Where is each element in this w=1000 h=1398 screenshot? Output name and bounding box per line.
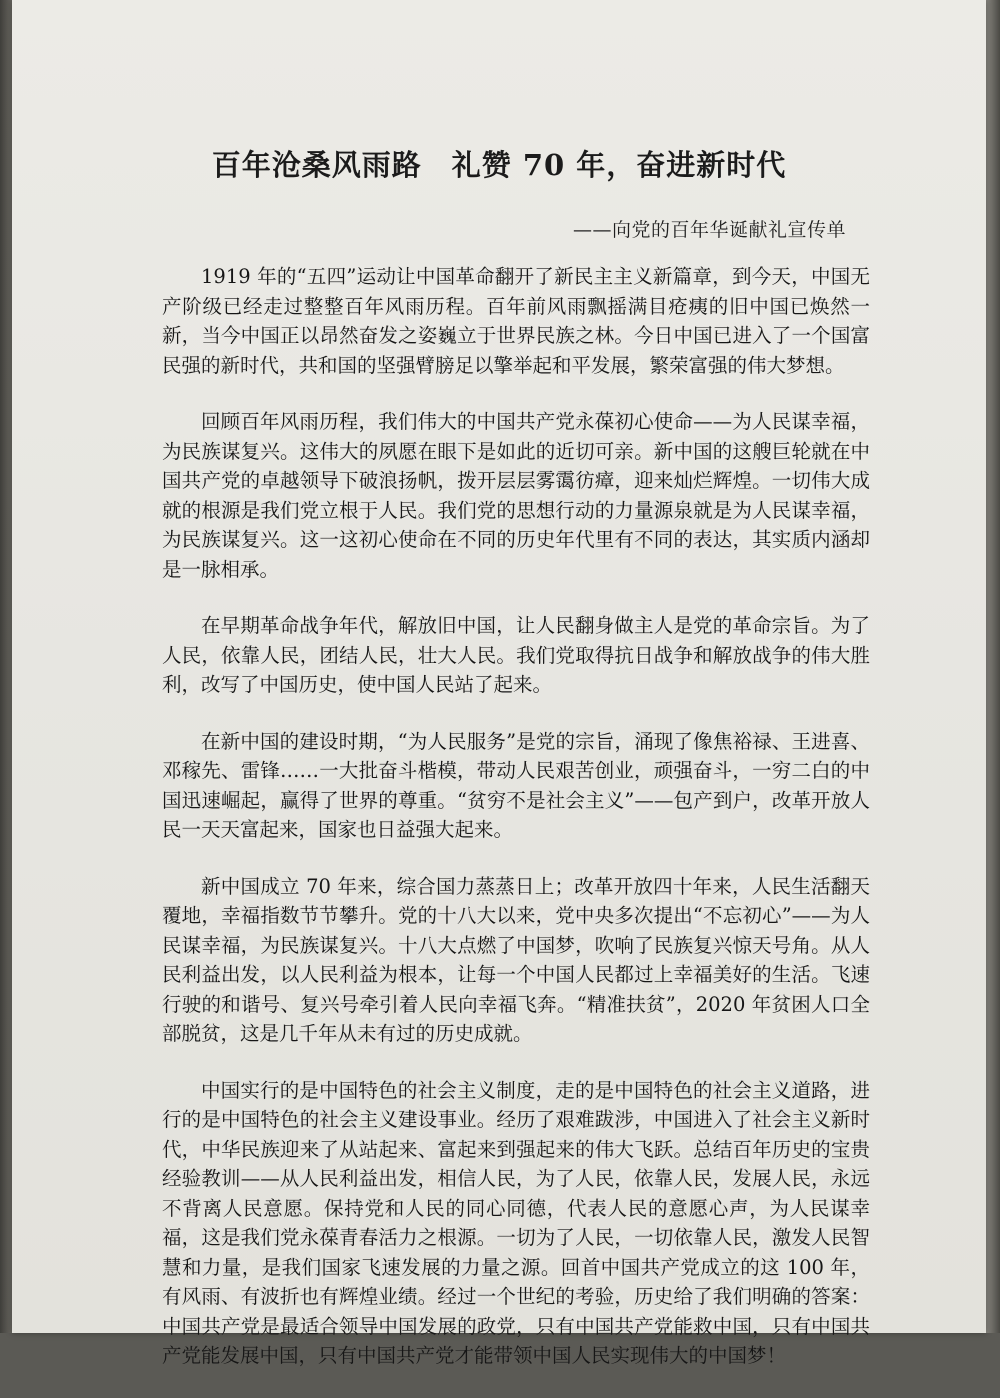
paragraph-1: 1919 年的“五四”运动让中国革命翻开了新民主主义新篇章，到今天，中国无产阶级已经走过整整百年风雨历程。百年前风雨飘摇满目疮痍的旧中国已焕然一新，当今中国正以昂然奋发之姿巍立于世界民族之林。今日中国已进入了一个国富民强的新时代，共和国的坚强臂膀足以擎举起和平发展，繁荣富强的伟大梦想。 xyxy=(162,265,870,377)
document-subtitle: ——向党的百年华诞献礼宣传单 xyxy=(572,219,846,241)
table-surface-right xyxy=(986,0,1000,1333)
paragraph-6: 中国实行的是中国特色的社会主义制度，走的是中国特色的社会主义道路，进行的是中国特色的社会主义建设事业。经历了艰难跋涉，中国进入了社会主义新时代，中华民族迎来了从站起来、富起来到强起来的伟大飞跃。总结百年历史的宝贵经验教训——从人民利益出发，相信人民，为了人民，依靠人民，发展人民，永远不背离人民意愿。保持党和人民的同心同德，代表人民的意愿心声，为人民谋幸福，这是我们党永葆青春活力之根源。一切为了人民，一切依靠人民，激发人民智慧和力量，是我们国家飞速发展的力量之源。回首中国共产党成立的这 100 年，有风雨、有波折也有辉煌业绩。经过一个世纪的考验，历史给了我们明确的答案：中国共产党是最适合领导中国发展的政党，只有中国共产党能救中国，只有中国共产党能发展中国，只有中国共产党才能带领中国人民实现伟大的中国梦！ xyxy=(162,1078,870,1367)
paragraph-4: 在新中国的建设时期，“为人民服务”是党的宗旨，涌现了像焦裕禄、王进喜、邓稼先、雷锋……一大批奋斗楷模，带动人民艰苦创业，顽强奋斗，一穷二白的中国迅速崛起，赢得了世界的尊重。“贫穷不是社会主义”——包产到户，改革开放人民一天天富起来，国家也日益强大起来。 xyxy=(162,729,870,841)
paper-sheet xyxy=(12,0,986,1367)
paragraph-2: 回顾百年风雨历程，我们伟大的中国共产党永葆初心使命——为人民谋幸福，为民族谋复兴。这伟大的夙愿在眼下是如此的近切可亲。新中国的这艘巨轮就在中国共产党的卓越领导下破浪扬帆，拨开层层雾霭彷瘴，迎来灿烂辉煌。一切伟大成就的根源是我们党立根于人民。我们党的思想行动的力量源泉就是为人民谋幸福，为民族谋复兴。这一这初心使命在不同的历史年代里有不同的表达，其实质内涵却是一脉相承。 xyxy=(162,410,870,581)
table-surface-left xyxy=(0,0,12,1333)
paragraph-5: 新中国成立 70 年来，综合国力蒸蒸日上；改革开放四十年来，人民生活翻天覆地，幸福指数节节攀升。党的十八大以来，党中央多次提出“不忘初心”——为人民谋幸福，为民族谋复兴。十八大点燃了中国梦，吹响了民族复兴惊天号角。从人民利益出发，以人民利益为根本，让每一个中国人民都过上幸福美好的生活。飞速行驶的和谐号、复兴号牵引着人民向幸福飞奔。“精准扶贫”，2020 年贫困人口全部脱贫，这是几千年从未有过的历史成就。 xyxy=(162,874,870,1045)
document-body xyxy=(162,262,870,1398)
paragraph-3: 在早期革命战争年代，解放旧中国，让人民翻身做主人是党的革命宗旨。为了人民，依靠人民，团结人民，壮大人民。我们党取得抗日战争和解放战争的伟大胜利，改写了中国历史，使中国人民站了起来。 xyxy=(162,614,870,696)
document-title: 百年沧桑风雨路 礼赞 70 年，奋进新时代 xyxy=(211,148,787,182)
